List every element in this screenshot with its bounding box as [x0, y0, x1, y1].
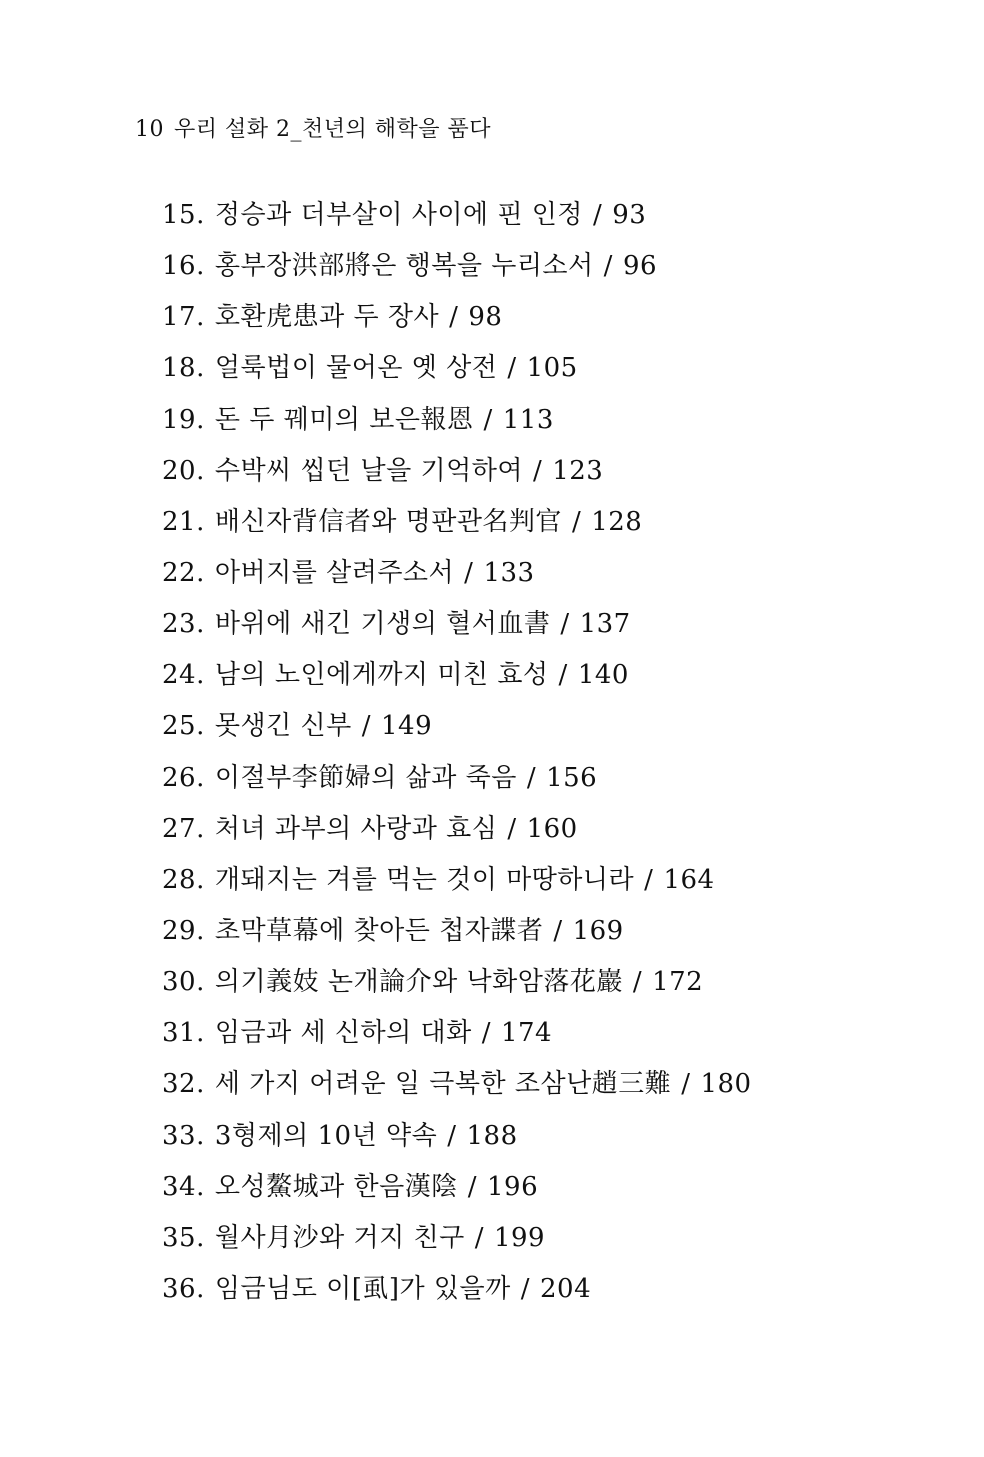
- toc-entry-page: 137: [579, 609, 631, 640]
- toc-entry-number: 29.: [162, 915, 205, 946]
- toc-entry-page: 172: [652, 967, 704, 998]
- toc-entry-35: [162, 1213, 752, 1264]
- toc-entry-title: 임금님도 이[虱]가 있을까: [214, 1273, 511, 1304]
- toc-entry-page: 169: [572, 915, 624, 946]
- book-title: 우리 설화 2_천년의 해학을 품다: [174, 117, 491, 142]
- toc-entry-title: 임금과 세 신하의 대화: [214, 1018, 472, 1049]
- toc-entry-page: 196: [486, 1171, 539, 1202]
- toc-entry-title: 호환虎患과 두 장사: [214, 302, 440, 333]
- toc-separator: /: [526, 762, 537, 793]
- toc-entry-16: [162, 241, 752, 292]
- toc-entry-page: 204: [540, 1273, 592, 1304]
- toc-entry-32: [162, 1059, 752, 1110]
- page-number: 10: [135, 117, 164, 142]
- toc-entry-25: [162, 701, 752, 752]
- toc-entry-29: [162, 906, 752, 957]
- toc-entry-36: [162, 1264, 752, 1315]
- toc-entry-number: 32.: [162, 1069, 205, 1100]
- toc-entry-number: 36.: [162, 1273, 205, 1304]
- toc-entry-page: 113: [502, 404, 554, 435]
- toc-entry-33: [162, 1111, 752, 1162]
- toc-entry-title: 정승과 더부살이 사이에 핀 인정: [214, 200, 583, 230]
- toc-entry-title: 남의 노인에게까지 미친 효성: [214, 660, 549, 691]
- toc-entry-page: 133: [483, 557, 535, 588]
- toc-entry-27: [162, 804, 752, 855]
- toc-entry-page: 164: [663, 864, 715, 895]
- toc-separator: /: [571, 506, 582, 537]
- toc-entry-title: 홍부장洪部將은 행복을 누리소서: [214, 251, 594, 282]
- toc-entry-page: 199: [493, 1222, 546, 1253]
- toc-entry-19: [162, 395, 752, 446]
- toc-entry-title: 의기義妓 논개論介와 낙화암落花巖: [214, 967, 623, 998]
- toc-entry-number: 26.: [162, 762, 205, 793]
- toc-entry-34: [162, 1162, 752, 1213]
- toc-entry-page: 98: [468, 302, 503, 333]
- toc-entry-page: 93: [612, 200, 647, 230]
- toc-entry-page: 188: [466, 1120, 518, 1151]
- toc-entry-page: 174: [500, 1018, 553, 1049]
- toc-entry-28: [162, 855, 752, 906]
- toc-entry-title: 오성鰲城과 한음漢陰: [214, 1171, 458, 1202]
- toc-entry-number: 19.: [162, 404, 205, 435]
- toc-entry-page: 123: [552, 455, 604, 486]
- table-of-contents: [162, 190, 752, 1315]
- toc-separator: /: [532, 455, 543, 486]
- toc-entry-number: 21.: [162, 506, 205, 537]
- toc-entry-number: 28.: [162, 864, 205, 895]
- toc-entry-22: [162, 548, 752, 599]
- toc-separator: /: [467, 1171, 477, 1202]
- toc-entry-title: 아버지를 살려주소서: [214, 557, 455, 588]
- toc-entry-number: 31.: [162, 1018, 205, 1049]
- toc-entry-number: 25.: [162, 711, 205, 742]
- toc-separator: /: [447, 1120, 457, 1151]
- toc-separator: /: [449, 302, 459, 333]
- toc-entry-title: 세 가지 어려운 일 극복한 조삼난趙三難: [214, 1069, 672, 1100]
- toc-separator: /: [507, 813, 517, 844]
- toc-separator: /: [558, 660, 568, 691]
- toc-entry-title: 돈 두 꿰미의 보은報恩: [214, 404, 474, 435]
- toc-separator: /: [520, 1273, 530, 1304]
- toc-entry-title: 바위에 새긴 기생의 혈서血書: [214, 609, 551, 640]
- toc-entry-page: 149: [380, 711, 433, 742]
- toc-entry-number: 34.: [162, 1171, 205, 1202]
- toc-entry-number: 20.: [162, 455, 205, 486]
- toc-separator: /: [483, 404, 493, 435]
- toc-entry-title: 얼룩법이 물어온 옛 상전: [214, 353, 498, 384]
- toc-separator: /: [560, 609, 570, 640]
- toc-separator: /: [481, 1018, 491, 1049]
- toc-entry-31: [162, 1008, 752, 1059]
- toc-entry-15: [162, 190, 752, 241]
- toc-entry-title: 3형제의 10년 약속: [214, 1120, 438, 1151]
- toc-entry-number: 30.: [162, 967, 205, 998]
- toc-entry-page: 156: [546, 762, 598, 793]
- toc-entry-number: 18.: [162, 353, 205, 384]
- toc-entry-title: 초막草幕에 찾아든 첩자諜者: [214, 915, 544, 946]
- toc-separator: /: [474, 1222, 484, 1253]
- toc-entry-title: 배신자背信者와 명판관名判官: [214, 506, 562, 537]
- toc-entry-number: 17.: [162, 302, 205, 333]
- toc-entry-title: 개돼지는 겨를 먹는 것이 마땅하니라: [214, 864, 635, 895]
- toc-separator: /: [681, 1069, 691, 1100]
- toc-entry-20: [162, 446, 752, 497]
- toc-separator: /: [464, 557, 474, 588]
- toc-entry-page: 180: [700, 1069, 752, 1100]
- toc-entry-page: 140: [577, 660, 629, 691]
- toc-entry-title: 이절부李節婦의 삶과 죽음: [214, 762, 517, 793]
- toc-entry-page: 128: [591, 506, 643, 537]
- toc-entry-title: 처녀 과부의 사랑과 효심: [214, 813, 498, 844]
- toc-entry-number: 15.: [162, 200, 205, 230]
- toc-separator: /: [603, 251, 613, 282]
- toc-entry-number: 22.: [162, 557, 205, 588]
- toc-entry-number: 35.: [162, 1222, 205, 1253]
- toc-entry-number: 24.: [162, 660, 205, 691]
- toc-entry-number: 23.: [162, 609, 205, 640]
- toc-entry-24: [162, 650, 752, 701]
- toc-entry-30: [162, 957, 752, 1008]
- toc-separator: /: [361, 711, 371, 742]
- toc-separator: /: [592, 200, 603, 230]
- toc-entry-page: 96: [622, 251, 658, 282]
- toc-entry-18: [162, 343, 752, 394]
- toc-entry-title: 월사月沙와 거지 친구: [214, 1222, 465, 1253]
- toc-entry-title: 수박씨 씹던 날을 기억하여: [214, 455, 523, 486]
- toc-entry-21: [162, 497, 752, 548]
- toc-entry-17: [162, 292, 752, 343]
- toc-entry-title: 못생긴 신부: [214, 711, 352, 742]
- toc-entry-number: 33.: [162, 1120, 205, 1151]
- toc-separator: /: [644, 864, 654, 895]
- toc-entry-23: [162, 599, 752, 650]
- toc-separator: /: [507, 353, 517, 384]
- toc-entry-number: 27.: [162, 813, 205, 844]
- toc-entry-26: [162, 753, 752, 804]
- toc-separator: /: [632, 967, 643, 998]
- running-head: [135, 112, 491, 143]
- toc-entry-number: 16.: [162, 251, 205, 282]
- toc-separator: /: [553, 915, 563, 946]
- toc-entry-page: 105: [526, 353, 578, 384]
- toc-entry-page: 160: [526, 813, 578, 844]
